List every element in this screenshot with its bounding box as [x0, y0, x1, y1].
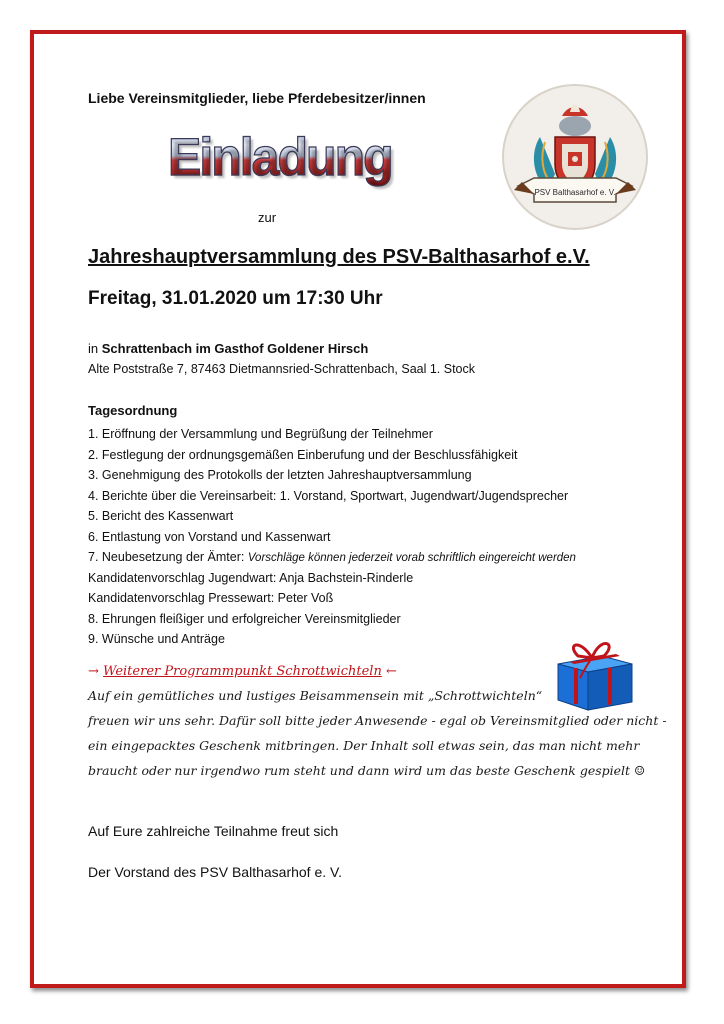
- agenda-item-7-note: Vorschläge können jederzeit vorab schriftlich eingereicht werden: [247, 552, 576, 564]
- agenda-item: 5. Bericht des Kassenwart: [88, 509, 234, 523]
- agenda-item-7: [88, 547, 576, 568]
- program-text-line: braucht oder nur irgendwo rum steht und dann wird um das beste Geschenk gespielt ☺: [88, 763, 646, 778]
- agenda-item: 6. Entlastung von Vorstand und Kassenwart: [88, 529, 331, 544]
- program-text-line: ein eingepacktes Geschenk mitbringen. Der Inhalt soll etwas sein, das man nicht mehr: [88, 738, 640, 753]
- venue-name: Schrattenbach im Gasthof Goldener Hirsch: [101, 341, 369, 356]
- agenda-item: 1. Eröffnung der Versammlung und Begrüßung der Teilnehmer: [88, 427, 433, 441]
- invitation-title: Einladung: [168, 127, 392, 187]
- program-title: [88, 664, 397, 679]
- agenda-item: 2. Festlegung der ordnungsgemäßen Einberufung und der Beschlussfähigkeit: [88, 447, 518, 462]
- agenda-item: 3. Genehmigung des Protokolls der letzten Jahreshauptversammlung: [88, 468, 472, 482]
- agenda-item-7-label: 7. Neubesetzung der Ämter:: [88, 550, 248, 564]
- agenda-item: Kandidatenvorschlag Pressewart: Peter Voß: [88, 591, 334, 605]
- venue-address: Alte Poststraße 7, 87463 Dietmannsried-Schrattenbach, Saal 1. Stock: [88, 362, 476, 376]
- agenda-list: [88, 424, 576, 650]
- program-text-line: Auf ein gemütliches und lustiges Beisammensein mit „Schrottwichteln“: [88, 688, 543, 703]
- closing-line: Auf Eure zahlreiche Teilnahme freut sich: [88, 823, 339, 839]
- venue-prefix: in: [88, 341, 102, 356]
- agenda-item: Kandidatenvorschlag Jugendwart: Anja Bachstein-Rinderle: [88, 570, 414, 585]
- zur-text: zur: [258, 210, 277, 225]
- meeting-headline: Jahreshauptversammlung des PSV-Balthasarhof e.V.: [88, 246, 590, 268]
- arrow-left-icon: ←: [381, 664, 397, 679]
- program-text-line: freuen wir uns sehr. Dafür soll bitte jeder Anwesende - egal ob Vereinsmitglied oder nicht -: [88, 713, 667, 728]
- logo-banner-text: PSV Balthasarhof e. V.: [534, 188, 616, 197]
- agenda-title: Tagesordnung: [88, 403, 178, 418]
- gift-box-icon: [552, 634, 636, 712]
- program-title-text: Weiterer Programmpunkt Schrottwichteln: [103, 664, 382, 679]
- club-crest-icon: [500, 82, 650, 232]
- greeting: Liebe Vereinsmitglieder, liebe Pferdebesitzer/innen: [88, 90, 426, 106]
- arrow-right-icon: →: [88, 664, 104, 679]
- date-line: Freitag, 31.01.2020 um 17:30 Uhr: [88, 288, 383, 309]
- signature-line: Der Vorstand des PSV Balthasarhof e. V.: [88, 864, 342, 880]
- agenda-item: 4. Berichte über die Vereinsarbeit: 1. Vorstand, Sportwart, Jugendwart/Jugendsprecher: [88, 488, 569, 503]
- agenda-item: 9. Wünsche und Anträge: [88, 632, 225, 646]
- venue-line: [88, 341, 368, 356]
- agenda-item: 8. Ehrungen fleißiger und erfolgreicher Vereinsmitglieder: [88, 611, 401, 626]
